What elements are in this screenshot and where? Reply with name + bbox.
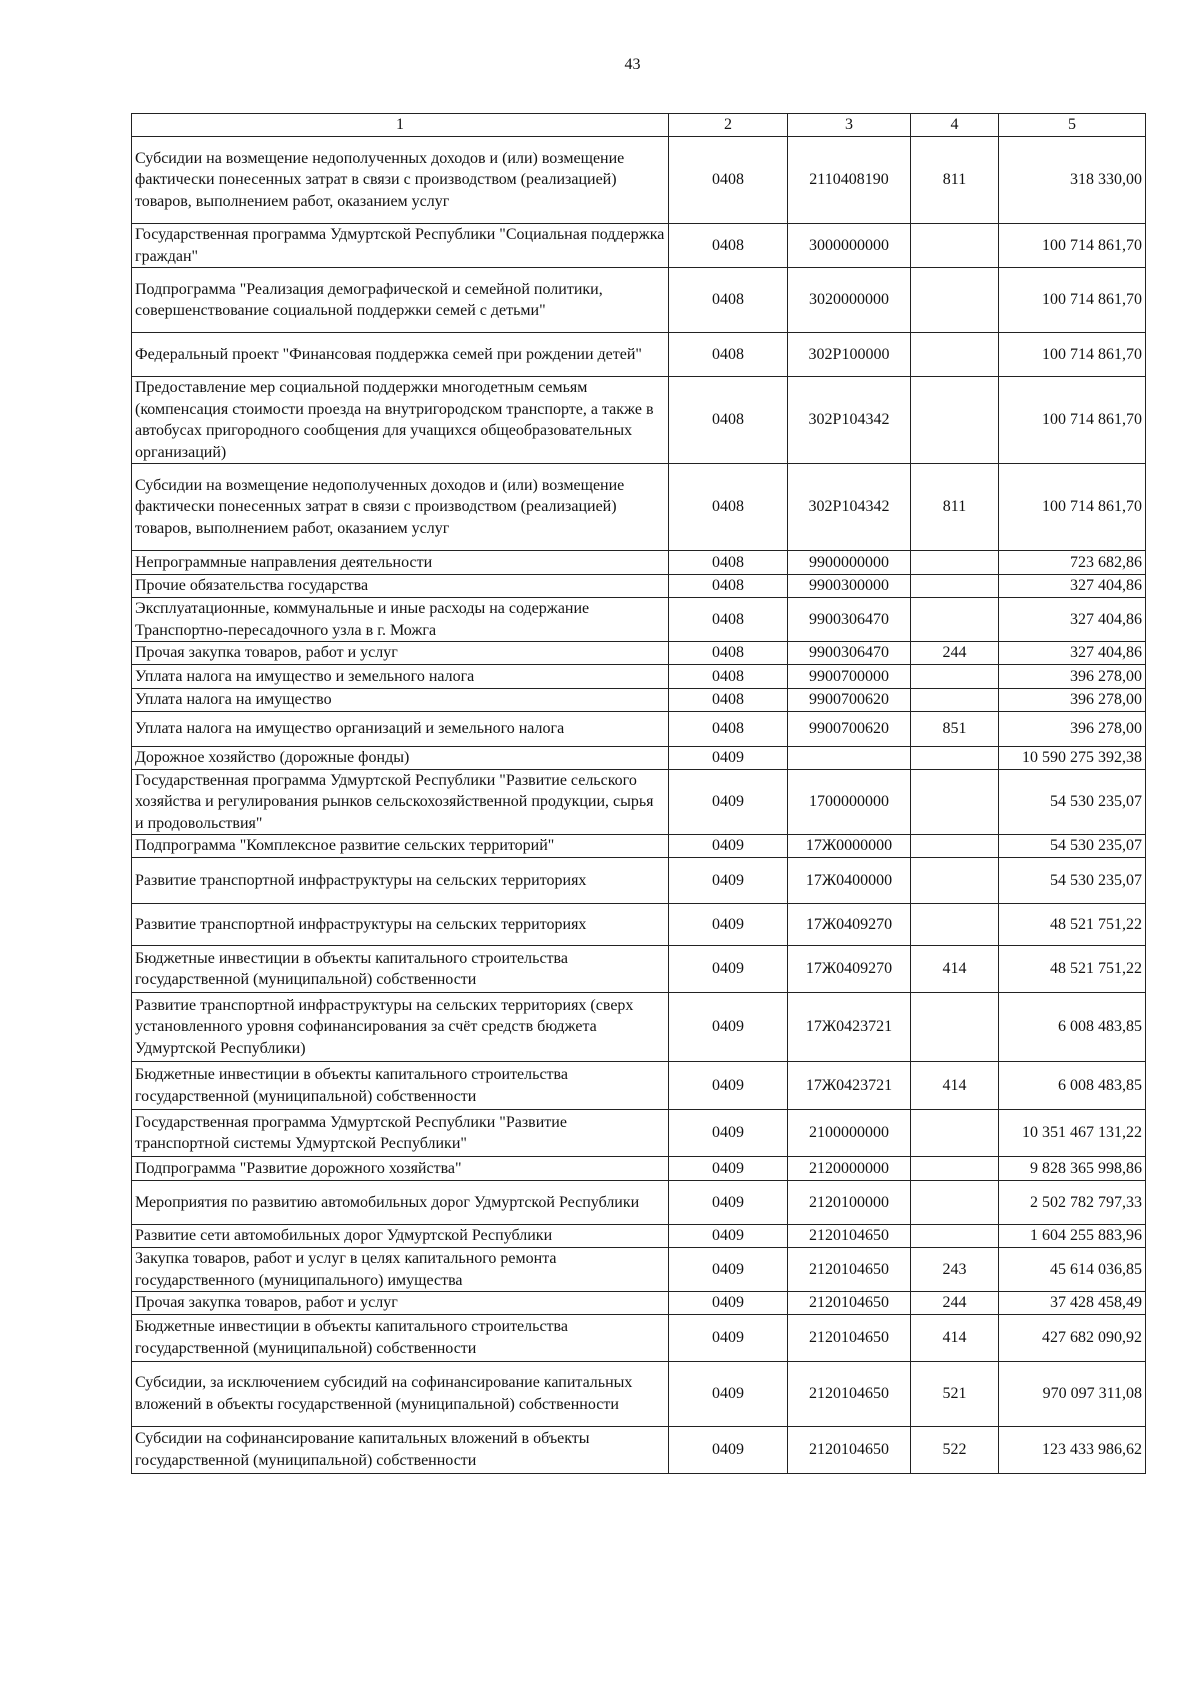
cell-amount: 327 404,86 xyxy=(999,642,1146,665)
table-row xyxy=(132,377,1146,464)
cell-article: 3000000000 xyxy=(788,224,911,268)
cell-type xyxy=(911,1225,999,1248)
cell-section: 0408 xyxy=(669,665,788,689)
table-row xyxy=(132,904,1146,946)
table-row xyxy=(132,1292,1146,1315)
cell-amount: 723 682,86 xyxy=(999,551,1146,575)
cell-article: 2120104650 xyxy=(788,1248,911,1292)
cell-section: 0408 xyxy=(669,689,788,712)
cell-amount: 100 714 861,70 xyxy=(999,464,1146,551)
cell-type xyxy=(911,665,999,689)
cell-section: 0409 xyxy=(669,769,788,835)
cell-type xyxy=(911,746,999,769)
cell-name: Бюджетные инвестиции в объекты капитального строительства государственной (муниципальной) собственности xyxy=(132,1314,669,1361)
cell-name: Закупка товаров, работ и услуг в целях капитального ремонта государственного (муниципального) имущества xyxy=(132,1248,669,1292)
cell-section: 0409 xyxy=(669,946,788,993)
cell-type xyxy=(911,769,999,835)
cell-amount: 54 530 235,07 xyxy=(999,769,1146,835)
table-row xyxy=(132,268,1146,333)
cell-amount: 37 428 458,49 xyxy=(999,1292,1146,1315)
cell-section: 0409 xyxy=(669,835,788,858)
cell-section: 0409 xyxy=(669,1361,788,1426)
table-row xyxy=(132,769,1146,835)
cell-section: 0409 xyxy=(669,1062,788,1110)
cell-article: 17Ж0423721 xyxy=(788,993,911,1062)
table-row xyxy=(132,1225,1146,1248)
table-row xyxy=(132,333,1146,377)
cell-type xyxy=(911,551,999,575)
cell-article: 17Ж0409270 xyxy=(788,946,911,993)
cell-section: 0408 xyxy=(669,575,788,598)
cell-name: Государственная программа Удмуртской Республики "Развитие транспортной системы Удмуртской Республики" xyxy=(132,1110,669,1157)
cell-amount: 6 008 483,85 xyxy=(999,1062,1146,1110)
cell-amount: 54 530 235,07 xyxy=(999,858,1146,904)
cell-article: 17Ж0400000 xyxy=(788,858,911,904)
table-row xyxy=(132,1314,1146,1361)
cell-amount: 45 614 036,85 xyxy=(999,1248,1146,1292)
cell-article: 17Ж0409270 xyxy=(788,904,911,946)
cell-amount: 9 828 365 998,86 xyxy=(999,1157,1146,1181)
cell-section: 0409 xyxy=(669,993,788,1062)
cell-name: Федеральный проект "Финансовая поддержка семей при рождении детей" xyxy=(132,333,669,377)
cell-type xyxy=(911,598,999,642)
cell-article: 2120104650 xyxy=(788,1314,911,1361)
cell-name: Эксплуатационные, коммунальные и иные расходы на содержание Транспортно-пересадочного узла в г. Можга xyxy=(132,598,669,642)
cell-article: 9900700620 xyxy=(788,689,911,712)
cell-article xyxy=(788,746,911,769)
cell-name: Прочая закупка товаров, работ и услуг xyxy=(132,1292,669,1315)
cell-type: 811 xyxy=(911,464,999,551)
cell-article: 9900700000 xyxy=(788,665,911,689)
cell-type xyxy=(911,268,999,333)
cell-amount: 396 278,00 xyxy=(999,665,1146,689)
cell-section: 0409 xyxy=(669,746,788,769)
cell-section: 0408 xyxy=(669,711,788,746)
cell-section: 0409 xyxy=(669,1110,788,1157)
table-row xyxy=(132,1248,1146,1292)
cell-amount: 327 404,86 xyxy=(999,575,1146,598)
cell-name: Государственная программа Удмуртской Республики "Социальная поддержка граждан" xyxy=(132,224,669,268)
table-row xyxy=(132,746,1146,769)
cell-article: 1700000000 xyxy=(788,769,911,835)
cell-name: Прочие обязательства государства xyxy=(132,575,669,598)
cell-article: 17Ж0423721 xyxy=(788,1062,911,1110)
cell-article: 3020000000 xyxy=(788,268,911,333)
cell-name: Прочая закупка товаров, работ и услуг xyxy=(132,642,669,665)
cell-article: 9900700620 xyxy=(788,711,911,746)
cell-amount: 396 278,00 xyxy=(999,689,1146,712)
table-row xyxy=(132,642,1146,665)
cell-name: Субсидии, за исключением субсидий на софинансирование капитальных вложений в объекты государственной (муниципальной) собственности xyxy=(132,1361,669,1426)
cell-amount: 1 604 255 883,96 xyxy=(999,1225,1146,1248)
cell-article: 2120104650 xyxy=(788,1225,911,1248)
table-row xyxy=(132,1062,1146,1110)
cell-article: 2110408190 xyxy=(788,137,911,224)
cell-type xyxy=(911,689,999,712)
cell-type: 522 xyxy=(911,1426,999,1473)
cell-section: 0408 xyxy=(669,333,788,377)
cell-section: 0408 xyxy=(669,464,788,551)
table-row xyxy=(132,835,1146,858)
cell-amount: 10 351 467 131,22 xyxy=(999,1110,1146,1157)
cell-article: 2120100000 xyxy=(788,1181,911,1225)
cell-type xyxy=(911,377,999,464)
cell-name: Уплата налога на имущество организаций и земельного налога xyxy=(132,711,669,746)
cell-name: Субсидии на возмещение недополученных доходов и (или) возмещение фактически понесенных затрат в связи с производством (реализацией) товаров, выполнением работ, оказанием услуг xyxy=(132,464,669,551)
cell-type: 521 xyxy=(911,1361,999,1426)
cell-section: 0408 xyxy=(669,642,788,665)
cell-section: 0408 xyxy=(669,137,788,224)
table-row xyxy=(132,551,1146,575)
cell-amount: 2 502 782 797,33 xyxy=(999,1181,1146,1225)
cell-name: Мероприятия по развитию автомобильных дорог Удмуртской Республики xyxy=(132,1181,669,1225)
cell-type xyxy=(911,904,999,946)
cell-name: Развитие сети автомобильных дорог Удмуртской Республики xyxy=(132,1225,669,1248)
table-row xyxy=(132,711,1146,746)
cell-section: 0408 xyxy=(669,224,788,268)
cell-type xyxy=(911,835,999,858)
cell-name: Уплата налога на имущество и земельного налога xyxy=(132,665,669,689)
cell-article: 2100000000 xyxy=(788,1110,911,1157)
cell-amount: 48 521 751,22 xyxy=(999,946,1146,993)
table-row xyxy=(132,1157,1146,1181)
cell-section: 0409 xyxy=(669,1314,788,1361)
cell-type: 414 xyxy=(911,1314,999,1361)
table-row xyxy=(132,946,1146,993)
cell-name: Бюджетные инвестиции в объекты капитального строительства государственной (муниципальной) собственности xyxy=(132,1062,669,1110)
header-cell: 2 xyxy=(669,114,788,137)
cell-section: 0409 xyxy=(669,1225,788,1248)
cell-section: 0409 xyxy=(669,1248,788,1292)
cell-type: 851 xyxy=(911,711,999,746)
table-row xyxy=(132,224,1146,268)
cell-amount: 123 433 986,62 xyxy=(999,1426,1146,1473)
header-cell: 4 xyxy=(911,114,999,137)
cell-amount: 327 404,86 xyxy=(999,598,1146,642)
header-cell: 1 xyxy=(132,114,669,137)
cell-name: Подпрограмма "Комплексное развитие сельских территорий" xyxy=(132,835,669,858)
cell-article: 302P104342 xyxy=(788,464,911,551)
cell-amount: 100 714 861,70 xyxy=(999,268,1146,333)
cell-amount: 100 714 861,70 xyxy=(999,333,1146,377)
table-row xyxy=(132,575,1146,598)
cell-type: 244 xyxy=(911,1292,999,1315)
header-cell: 3 xyxy=(788,114,911,137)
table-row xyxy=(132,1426,1146,1473)
cell-name: Предоставление мер социальной поддержки многодетным семьям (компенсация стоимости проезда на внутригородском транспорте, а также в автобусах пригородного сообщения для учащихся общеобразовательных организаций) xyxy=(132,377,669,464)
cell-name: Подпрограмма "Реализация демографической и семейной политики, совершенствование социальной поддержки семей с детьми" xyxy=(132,268,669,333)
cell-article: 2120000000 xyxy=(788,1157,911,1181)
cell-amount: 10 590 275 392,38 xyxy=(999,746,1146,769)
cell-amount: 318 330,00 xyxy=(999,137,1146,224)
table-row xyxy=(132,1110,1146,1157)
cell-amount: 100 714 861,70 xyxy=(999,224,1146,268)
table-row xyxy=(132,858,1146,904)
cell-name: Непрограммные направления деятельности xyxy=(132,551,669,575)
cell-article: 9900306470 xyxy=(788,598,911,642)
cell-article: 17Ж0000000 xyxy=(788,835,911,858)
cell-name: Субсидии на софинансирование капитальных вложений в объекты государственной (муниципальной) собственности xyxy=(132,1426,669,1473)
cell-type: 243 xyxy=(911,1248,999,1292)
cell-type xyxy=(911,1157,999,1181)
table-row xyxy=(132,665,1146,689)
cell-article: 9900300000 xyxy=(788,575,911,598)
table-row xyxy=(132,464,1146,551)
cell-amount: 54 530 235,07 xyxy=(999,835,1146,858)
page-number: 43 xyxy=(624,56,641,73)
cell-amount: 6 008 483,85 xyxy=(999,993,1146,1062)
cell-name: Бюджетные инвестиции в объекты капитального строительства государственной (муниципальной) собственности xyxy=(132,946,669,993)
cell-name: Развитие транспортной инфраструктуры на сельских территориях xyxy=(132,904,669,946)
cell-section: 0408 xyxy=(669,551,788,575)
table-header-row xyxy=(132,114,1146,137)
cell-amount: 48 521 751,22 xyxy=(999,904,1146,946)
cell-section: 0409 xyxy=(669,1157,788,1181)
cell-article: 302P100000 xyxy=(788,333,911,377)
cell-name: Субсидии на возмещение недополученных доходов и (или) возмещение фактически понесенных затрат в связи с производством (реализацией) товаров, выполнением работ, оказанием услуг xyxy=(132,137,669,224)
cell-amount: 396 278,00 xyxy=(999,711,1146,746)
cell-type: 414 xyxy=(911,946,999,993)
cell-section: 0409 xyxy=(669,1181,788,1225)
cell-article: 302P104342 xyxy=(788,377,911,464)
cell-article: 9900306470 xyxy=(788,642,911,665)
cell-amount: 427 682 090,92 xyxy=(999,1314,1146,1361)
cell-article: 2120104650 xyxy=(788,1292,911,1315)
cell-name: Подпрограмма "Развитие дорожного хозяйства" xyxy=(132,1157,669,1181)
cell-type xyxy=(911,993,999,1062)
cell-type: 244 xyxy=(911,642,999,665)
cell-article: 2120104650 xyxy=(788,1426,911,1473)
cell-section: 0408 xyxy=(669,268,788,333)
cell-type xyxy=(911,575,999,598)
cell-type: 414 xyxy=(911,1062,999,1110)
cell-type xyxy=(911,858,999,904)
cell-section: 0409 xyxy=(669,858,788,904)
cell-article: 2120104650 xyxy=(788,1361,911,1426)
cell-section: 0408 xyxy=(669,598,788,642)
cell-name: Государственная программа Удмуртской Республики "Развитие сельского хозяйства и регулирования рынков сельскохозяйственной продукции, сырья и продовольствия" xyxy=(132,769,669,835)
cell-section: 0409 xyxy=(669,1292,788,1315)
cell-name: Уплата налога на имущество xyxy=(132,689,669,712)
cell-type xyxy=(911,1181,999,1225)
cell-amount: 100 714 861,70 xyxy=(999,377,1146,464)
budget-table xyxy=(131,113,1146,1474)
cell-name: Развитие транспортной инфраструктуры на сельских территориях (сверх установленного уровня софинансирования за счёт средств бюджета Удмуртской Республики) xyxy=(132,993,669,1062)
cell-name: Развитие транспортной инфраструктуры на сельских территориях xyxy=(132,858,669,904)
table-row xyxy=(132,1181,1146,1225)
table-row xyxy=(132,598,1146,642)
table-row xyxy=(132,137,1146,224)
table-row xyxy=(132,689,1146,712)
cell-name: Дорожное хозяйство (дорожные фонды) xyxy=(132,746,669,769)
cell-section: 0408 xyxy=(669,377,788,464)
cell-amount: 970 097 311,08 xyxy=(999,1361,1146,1426)
table-row xyxy=(132,1361,1146,1426)
table-row xyxy=(132,993,1146,1062)
cell-type: 811 xyxy=(911,137,999,224)
header-cell: 5 xyxy=(999,114,1146,137)
cell-type xyxy=(911,224,999,268)
cell-type xyxy=(911,333,999,377)
cell-section: 0409 xyxy=(669,1426,788,1473)
cell-section: 0409 xyxy=(669,904,788,946)
cell-type xyxy=(911,1110,999,1157)
cell-article: 9900000000 xyxy=(788,551,911,575)
